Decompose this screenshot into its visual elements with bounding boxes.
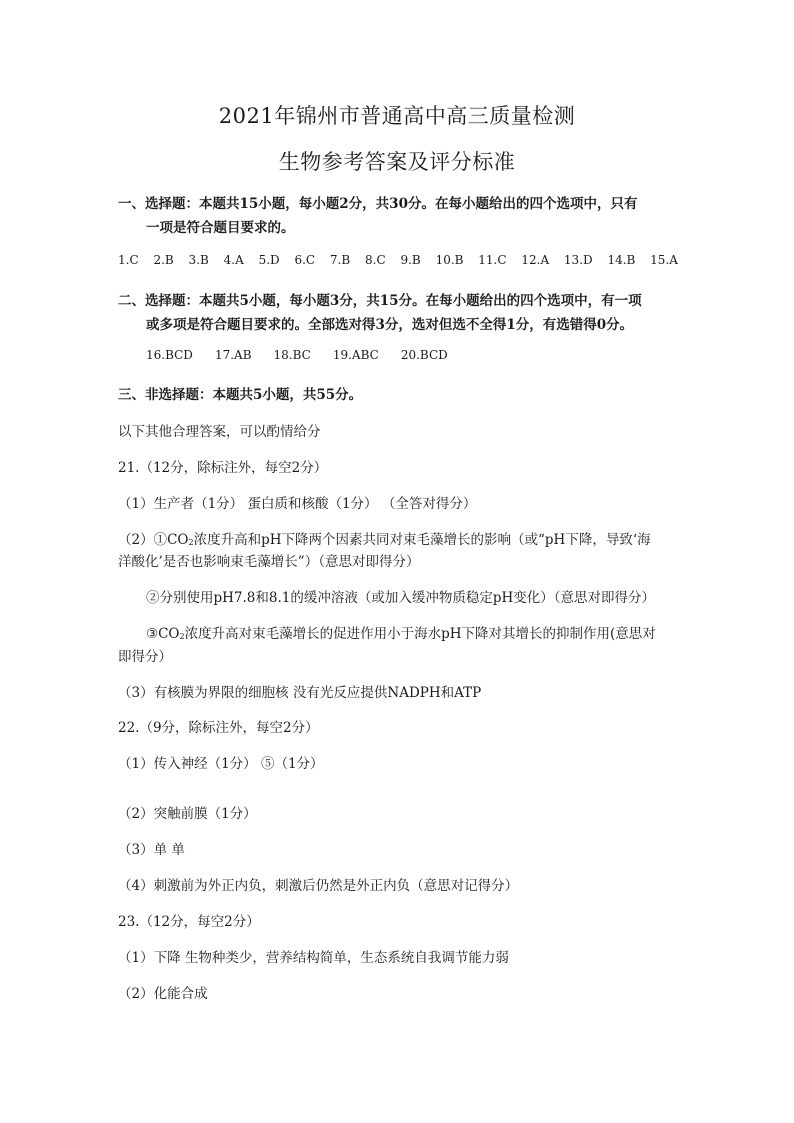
q21-answer-2-pre: （2）①CO	[118, 532, 189, 548]
q23-answer-1: （1）下降 生物种类少，营养结构简单，生态系统自我调节能力弱	[118, 950, 509, 966]
q22-answer-4: （4）刺激前为外正内负，刺激后仍然是外正内负（意思对记得分）	[118, 878, 519, 894]
q21-answer-2b: ②分别使用pH7.8和8.1的缓冲溶液（或加入缓冲物质稳定pH变化）（意思对即得分）	[146, 590, 656, 606]
section2-answer-item: 17.AB	[214, 348, 252, 362]
q21-answer-3: （3）有核膜为界限的细胞核 没有光反应提供NADPH和ATP	[118, 685, 482, 701]
q21-answer-2c-sub: 2	[179, 632, 185, 641]
section2-answer-item: 19.ABC	[332, 348, 379, 362]
q21-answer-2c-post: 浓度升高对束毛藻增长的促进作用小于海水pH下降对其增长的抑制作用(意思对	[184, 626, 656, 642]
section3-note: 以下其他合理答案，可以酌情给分	[118, 424, 321, 440]
section1-answer-item: 2.B	[153, 253, 174, 267]
section1-answer-item: 5.D	[258, 253, 280, 267]
q21-answer-2	[118, 528, 688, 548]
section1-heading: 一、选择题：本题共15小题，每小题2分，共30分。在每小题给出的四个选项中，只有	[118, 196, 638, 212]
page-title: 2021年锦州市普通高中高三质量检测	[218, 104, 576, 128]
section3-heading: 三、非选择题：本题共5小题，共55分。	[118, 387, 363, 403]
section1-answer-item: 14.B	[607, 253, 636, 267]
q21-header: 21.（12分，除标注外，每空2分）	[118, 460, 328, 476]
section2-answer-item: 16.BCD	[146, 348, 193, 362]
q21-answer-2c-pre: ③CO	[146, 626, 180, 642]
q21-answer-2-cont: 洋酸化’是否也影响束毛藻增长”）（意思对即得分）	[118, 554, 420, 570]
section1-answer-item: 4.A	[223, 253, 244, 267]
section1-answer-item: 10.B	[435, 253, 464, 267]
section1-answer-item: 8.C	[365, 253, 386, 267]
page-subtitle: 生物参考答案及评分标准	[278, 150, 516, 174]
q21-answer-1: （1）生产者（1分） 蛋白质和核酸（1分） （全答对得分）	[118, 496, 477, 512]
section1-answer-item: 6.C	[294, 253, 316, 267]
q22-answer-1: （1）传入神经（1分） ⑤（1分）	[118, 756, 324, 772]
q21-answer-2c	[146, 622, 716, 642]
section2-heading-cont: 或多项是符合题目要求的。全部选对得3分，选对但选不全得1分，有选错得0分。	[146, 317, 634, 333]
q22-answer-3: （3）单 单	[118, 842, 185, 858]
section2-heading: 二、选择题：本题共5小题，每小题3分，共15分。在每小题给出的四个选项中，有一项	[118, 293, 642, 309]
q21-answer-2-post: 浓度升高和pH下降两个因素共同对束毛藻增长的影响（或“pH下降，导致‘海	[193, 532, 651, 548]
section1-answer-item: 7.B	[329, 253, 351, 267]
q21-answer-2c-cont: 即得分）	[118, 649, 172, 665]
section1-answer-item: 1.C	[118, 253, 139, 267]
section2-answer-item: 18.BC	[273, 348, 311, 362]
section1-answer-item: 12.A	[521, 253, 550, 267]
section1-answer-item: 13.D	[563, 253, 593, 267]
section1-answer-item: 3.B	[188, 253, 209, 267]
section1-answer-list	[118, 253, 678, 267]
q22-answer-2: （2）突触前膜（1分）	[118, 806, 257, 822]
q22-header: 22.（9分，除标注外，每空2分）	[118, 720, 319, 736]
section2-answer-list	[146, 348, 470, 362]
section1-heading-cont: 一项是符合题目要求的。	[146, 220, 295, 236]
section1-answer-item: 15.A	[650, 253, 678, 267]
q23-header: 23.（12分，每空2分）	[118, 914, 260, 930]
section1-answer-item: 11.C	[478, 253, 507, 267]
q23-answer-2: （2）化能合成	[118, 986, 208, 1002]
q21-answer-2-sub: 2	[188, 538, 194, 547]
section2-answer-item: 20.BCD	[400, 348, 448, 362]
section1-answer-item: 9.B	[400, 253, 421, 267]
